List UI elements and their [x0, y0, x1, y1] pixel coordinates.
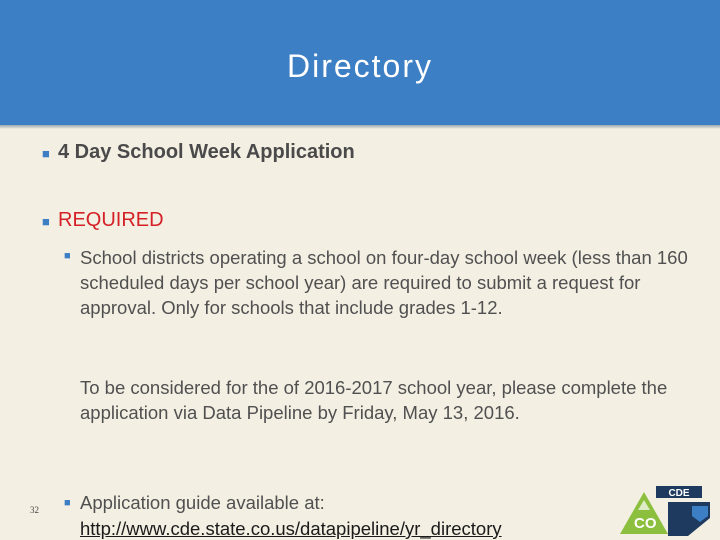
requirement-paragraph: School districts operating a school on four-day school week (less than 160 scheduled days per school year) are required to submit a request for approval. Only for schools that include grades 1-12. [80, 247, 688, 318]
cde-colorado-logo [618, 482, 718, 540]
title-bar [0, 0, 720, 125]
guide-link[interactable]: http://www.cde.state.co.us/datapipeline/yr_directory [80, 518, 502, 539]
logo-co-text: CO [634, 515, 657, 532]
square-bullet-icon: ■ [42, 214, 50, 229]
guide-text: Application guide available at: [80, 492, 325, 513]
deadline-paragraph: To be considered for the of 2016-2017 school year, please complete the application via Data Pipeline by Friday, May 13, 2016. [80, 377, 668, 423]
required-label: REQUIRED [58, 209, 164, 231]
heading-application: 4 Day School Week Application [58, 141, 355, 163]
square-bullet-icon: ■ [64, 250, 71, 262]
slide-title: Directory [286, 48, 433, 84]
square-bullet-icon: ■ [64, 497, 71, 509]
page-number: 32 [30, 505, 39, 515]
logo-cde-text: CDE [668, 488, 690, 499]
square-bullet-icon: ■ [42, 146, 50, 161]
title-bar-shadow [0, 125, 720, 129]
